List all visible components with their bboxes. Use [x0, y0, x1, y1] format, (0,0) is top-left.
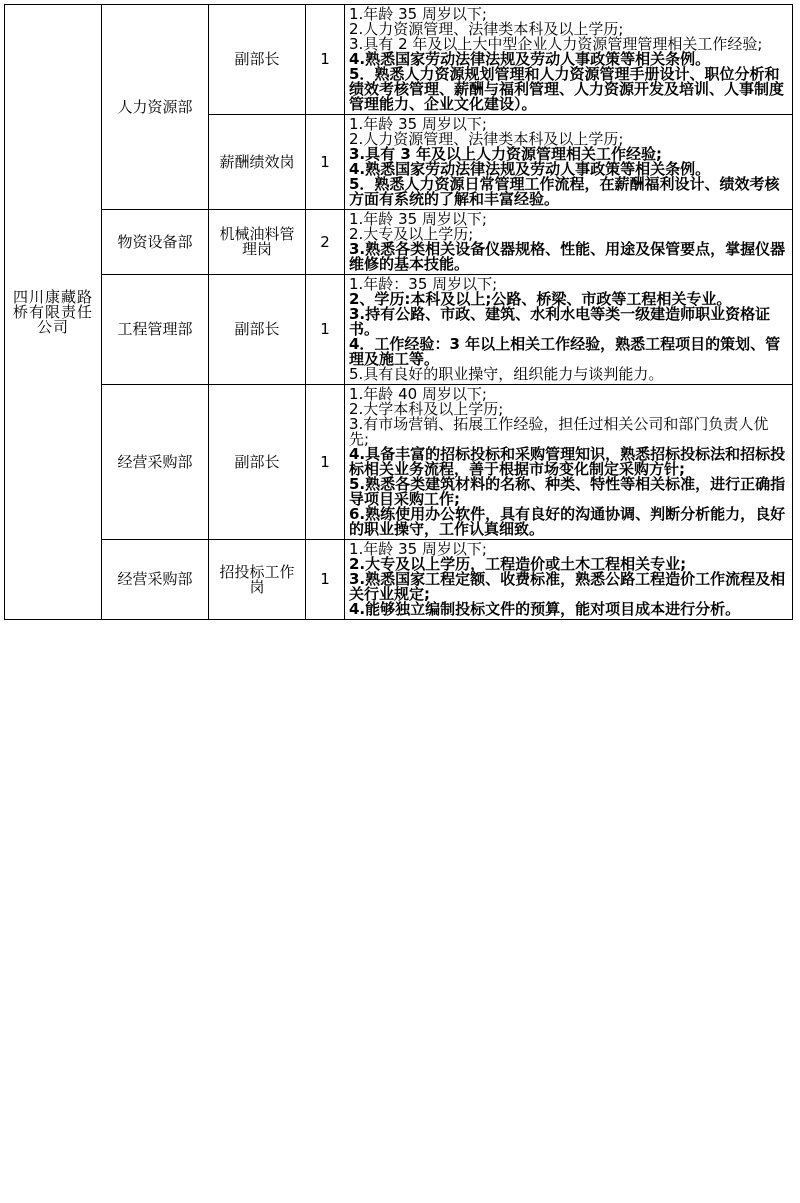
headcount-cell: 1 — [306, 275, 345, 385]
requirement-line: 4.具备丰富的招标投标和采购管理知识，熟悉招标投标法和招标投标相关业务流程，善于根据市场变化制定采购方针; — [349, 445, 786, 478]
requirement-line: 1.年龄 35 周岁以下; — [349, 540, 487, 558]
requirement-line: 2.人力资源管理、法律类本科及以上学历; — [349, 20, 624, 38]
department-cell: 经营采购部 — [102, 385, 209, 540]
headcount-cell: 2 — [306, 210, 345, 275]
headcount-cell: 1 — [306, 5, 345, 115]
requirements-cell — [345, 115, 793, 210]
requirement-line: 1.年龄 35 周岁以下; — [349, 210, 487, 228]
requirement-line: 5.具有良好的职业操守，组织能力与谈判能力。 — [349, 365, 664, 383]
department-cell: 工程管理部 — [102, 275, 209, 385]
requirement-line: 2、学历:本科及以上;公路、桥梁、市政等工程相关专业。 — [349, 290, 732, 308]
requirement-line: 1.年龄 40 周岁以下; — [349, 385, 487, 403]
requirement-line: 2.人力资源管理、法律类本科及以上学历; — [349, 130, 624, 148]
position-cell: 机械油料管理岗 — [209, 210, 306, 275]
table-body — [5, 5, 793, 620]
position-cell: 副部长 — [209, 385, 306, 540]
table-row — [5, 5, 793, 115]
requirement-line: 4.熟悉国家劳动法律法规及劳动人事政策等相关条例。 — [349, 160, 711, 178]
requirements-cell — [345, 540, 793, 620]
table-row — [5, 385, 793, 540]
requirement-line: 3.熟悉各类相关设备仪器规格、性能、用途及保管要点，掌握仪器维修的基本技能。 — [349, 240, 786, 273]
position-cell: 副部长 — [209, 275, 306, 385]
requirement-line: 3.具有 2 年及以上大中型企业人力资源管理管理相关工作经验; — [349, 35, 763, 53]
position-cell: 招投标工作岗 — [209, 540, 306, 620]
table-row — [5, 275, 793, 385]
requirement-line: 1.年龄 35 周岁以下; — [349, 5, 487, 23]
requirement-line: 4．工作经验：3 年以上相关工作经验，熟悉工程项目的策划、管理及施工等。 — [349, 335, 781, 368]
company-name-cell: 四川康藏路桥有限责任公司 — [5, 5, 102, 620]
requirement-line: 2.大学本科及以上学历; — [349, 400, 504, 418]
headcount-cell: 1 — [306, 385, 345, 540]
headcount-cell: 1 — [306, 115, 345, 210]
requirement-line: 6.熟练使用办公软件，具有良好的沟通协调、判断分析能力，良好的职业操守，工作认真细致。 — [349, 505, 786, 538]
requirement-line: 2.大专及以上学历; — [349, 225, 474, 243]
department-cell: 人力资源部 — [102, 5, 209, 210]
requirement-line: 3.具有 3 年及以上人力资源管理相关工作经验; — [349, 145, 663, 163]
department-cell: 物资设备部 — [102, 210, 209, 275]
requirement-line: 5.熟悉各类建筑材料的名称、种类、特性等相关标准，进行正确指导项目采购工作; — [349, 475, 786, 508]
table-row — [5, 540, 793, 620]
requirement-line: 1.年龄：35 周岁以下; — [349, 275, 498, 293]
requirement-line: 3.有市场营销、拓展工作经验，担任过相关公司和部门负责人优先; — [349, 415, 769, 448]
headcount-cell: 1 — [306, 540, 345, 620]
requirements-cell — [345, 210, 793, 275]
requirement-line: 4.熟悉国家劳动法律法规及劳动人事政策等相关条例。 — [349, 50, 711, 68]
requirements-cell — [345, 385, 793, 540]
department-cell: 经营采购部 — [102, 540, 209, 620]
table-row — [5, 210, 793, 275]
requirement-line: 2.大专及以上学历，工程造价或土木工程相关专业; — [349, 555, 687, 573]
requirement-line: 5．熟悉人力资源日常管理工作流程，在薪酬福利设计、绩效考核方面有系统的了解和丰富经验。 — [349, 175, 780, 208]
position-cell: 副部长 — [209, 5, 306, 115]
requirement-line: 1.年龄 35 周岁以下; — [349, 115, 487, 133]
requirement-line: 3.熟悉国家工程定额、收费标准，熟悉公路工程造价工作流程及相关行业规定; — [349, 570, 786, 603]
requirement-line: 4.能够独立编制投标文件的预算，能对项目成本进行分析。 — [349, 600, 741, 618]
requirement-line: 5．熟悉人力资源规划管理和人力资源管理手册设计、职位分析和绩效考核管理、薪酬与福利管理、人力资源开发及培训、人事制度管理能力、企业文化建设）。 — [349, 65, 785, 113]
position-cell: 薪酬绩效岗 — [209, 115, 306, 210]
requirements-cell — [345, 5, 793, 115]
recruitment-table — [4, 4, 793, 620]
requirement-line: 3.持有公路、市政、建筑、水利水电等类一级建造师职业资格证书。 — [349, 305, 771, 338]
requirements-cell — [345, 275, 793, 385]
